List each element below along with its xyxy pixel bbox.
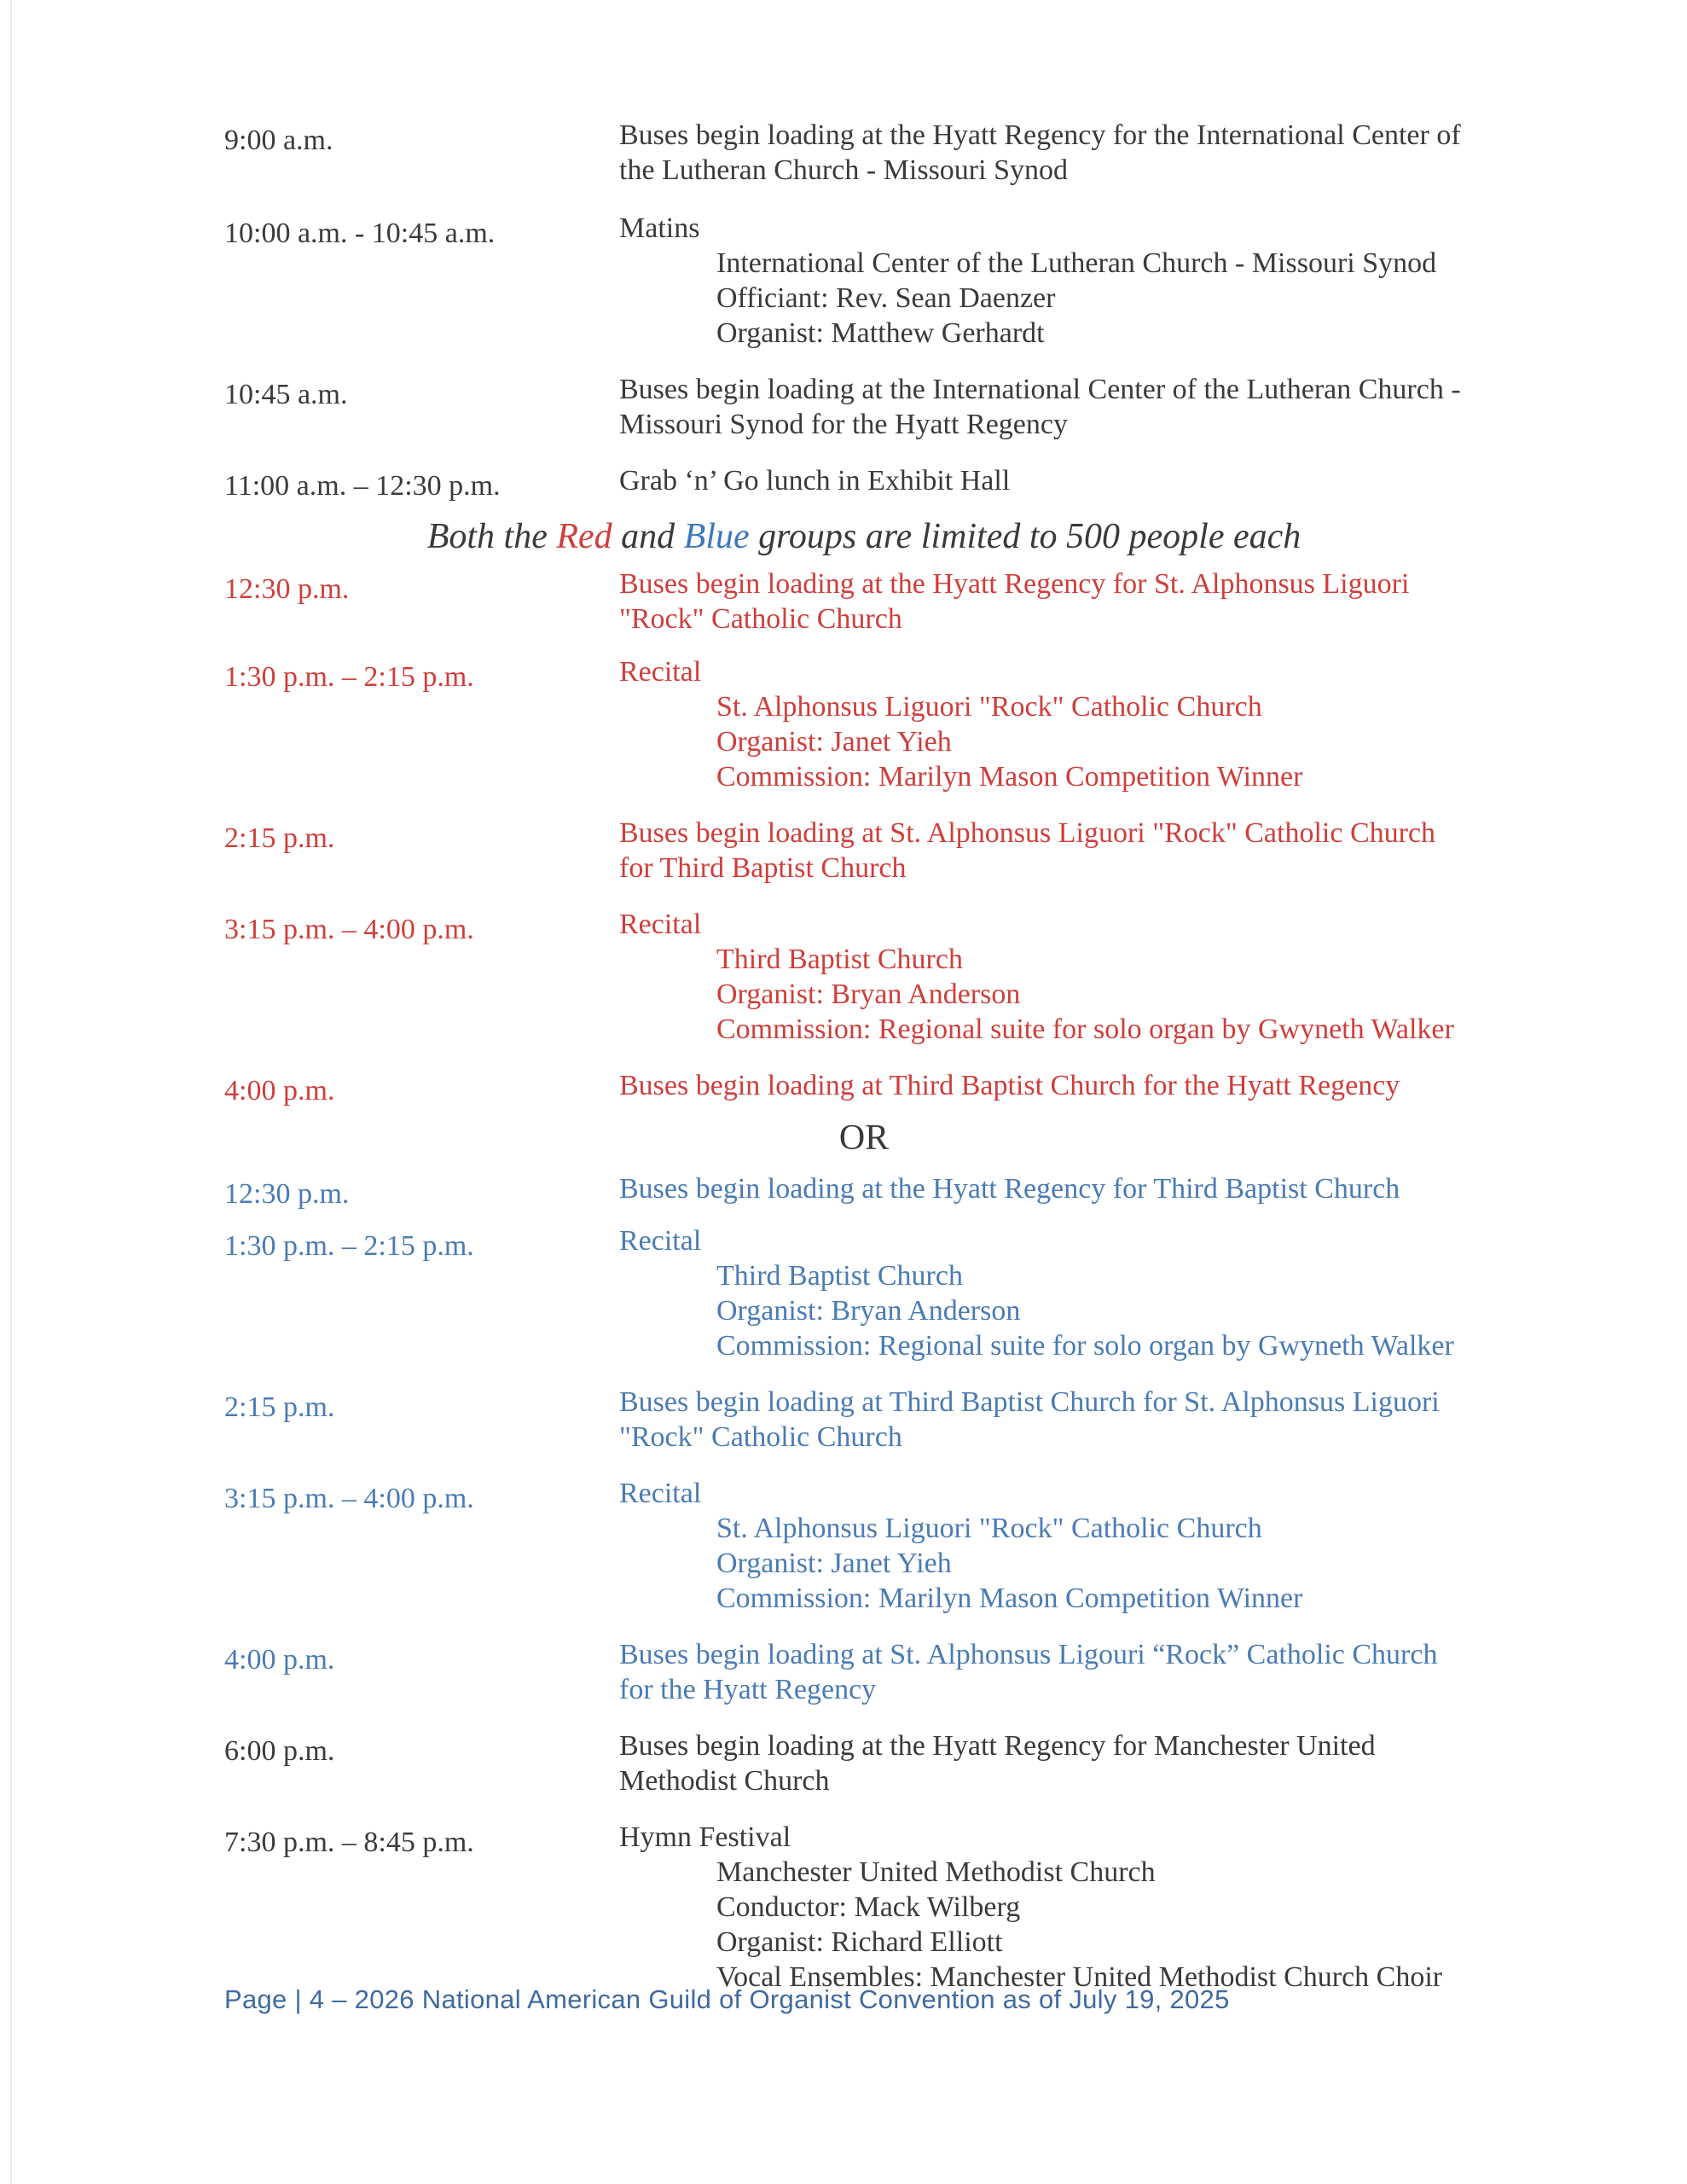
- event-description: [619, 1385, 1504, 1455]
- event-description: [619, 1476, 1504, 1616]
- event-time: 10:45 a.m.: [224, 379, 348, 410]
- schedule-row: [224, 211, 1504, 351]
- heading-text-post: groups are limited to 500 people each: [749, 517, 1301, 556]
- event-description-line: "Rock" Catholic Church: [619, 603, 902, 635]
- event-time: 2:15 p.m.: [224, 1391, 335, 1423]
- schedule-row: [224, 1385, 1504, 1455]
- event-description: [619, 1171, 1504, 1211]
- or-separator: OR: [838, 1118, 890, 1158]
- schedule-section-morning: [224, 118, 1504, 503]
- event-detail-line: Vocal Ensembles: Manchester United Methodist Church Choir: [716, 1961, 1443, 1993]
- schedule-row: [224, 907, 1504, 1047]
- event-description-line: Buses begin loading at St. Alphonsus Liguori "Rock" Catholic Church: [619, 817, 1436, 849]
- event-description: [619, 1820, 1504, 1995]
- event-detail-line: Organist: Janet Yieh: [716, 1548, 952, 1579]
- schedule-row: [224, 118, 1504, 188]
- event-description-line: "Rock" Catholic Church: [619, 1421, 902, 1453]
- event-description: [619, 463, 1504, 503]
- group-limit-heading: [224, 515, 1504, 558]
- event-description-line: Grab ‘n’ Go lunch in Exhibit Hall: [619, 465, 1011, 497]
- event-detail-line: Conductor: Mack Wilberg: [716, 1891, 1021, 1923]
- schedule-row: [224, 1637, 1504, 1707]
- event-description-line: Hymn Festival: [619, 1821, 791, 1853]
- event-detail-line: Manchester United Methodist Church: [716, 1856, 1156, 1888]
- event-time: 6:00 p.m.: [224, 1735, 335, 1767]
- event-description: [619, 118, 1504, 188]
- event-description: [619, 211, 1504, 351]
- schedule-page: [224, 118, 1504, 1995]
- event-detail-line: Organist: Matthew Gerhardt: [716, 317, 1045, 349]
- event-detail-line: Commission: Regional suite for solo organ by Gwyneth Walker: [716, 1014, 1454, 1045]
- event-description-line: Matins: [619, 212, 700, 244]
- event-description-line: Buses begin loading at St. Alphonsus Ligouri “Rock” Catholic Church: [619, 1639, 1438, 1670]
- heading-text-mid: and: [612, 517, 684, 556]
- schedule-row: [224, 1223, 1504, 1363]
- event-description-line: Buses begin loading at the Hyatt Regency for Manchester United: [619, 1730, 1376, 1762]
- event-detail-line: Third Baptist Church: [716, 944, 963, 975]
- event-time: 1:30 p.m. – 2:15 p.m.: [224, 661, 474, 693]
- schedule-row: [224, 654, 1504, 794]
- event-description-line: Buses begin loading at Third Baptist Church for St. Alphonsus Liguori: [619, 1386, 1440, 1418]
- event-description-line: Recital: [619, 909, 702, 940]
- event-description: [619, 1068, 1504, 1108]
- schedule-section-red-group: [224, 566, 1504, 1108]
- heading-red-word: Red: [556, 517, 612, 556]
- event-time: 3:15 p.m. – 4:00 p.m.: [224, 1483, 474, 1514]
- page-footer: Page | 4 – 2026 National American Guild of Organist Convention as of July 19, 2025: [224, 1984, 1230, 2014]
- schedule-row: [224, 1171, 1504, 1211]
- event-time: 4:00 p.m.: [224, 1075, 335, 1107]
- event-description-line: for Third Baptist Church: [619, 852, 907, 884]
- event-description: [619, 1223, 1504, 1363]
- event-description-line: Missouri Synod for the Hyatt Regency: [619, 409, 1068, 440]
- event-time: 9:00 a.m.: [224, 125, 333, 156]
- event-description-line: Buses begin loading at the Hyatt Regency for Third Baptist Church: [619, 1173, 1400, 1205]
- event-description: [619, 372, 1504, 442]
- event-detail-line: Organist: Richard Elliott: [716, 1926, 1003, 1958]
- event-detail-line: Third Baptist Church: [716, 1260, 963, 1292]
- event-time: 12:30 p.m.: [224, 573, 350, 605]
- schedule-row: [224, 1476, 1504, 1616]
- event-time: 10:00 a.m. - 10:45 a.m.: [224, 218, 496, 249]
- event-detail-line: Organist: Bryan Anderson: [716, 1295, 1021, 1327]
- event-description-line: for the Hyatt Regency: [619, 1674, 877, 1705]
- event-detail-line: Officiant: Rev. Sean Daenzer: [716, 282, 1056, 314]
- event-description-line: Buses begin loading at the Hyatt Regency for St. Alphonsus Liguori: [619, 568, 1410, 600]
- schedule-section-evening: [224, 1728, 1504, 1995]
- schedule-row: [224, 463, 1504, 503]
- event-time: 7:30 p.m. – 8:45 p.m.: [224, 1827, 474, 1858]
- event-detail-line: International Center of the Lutheran Church - Missouri Synod: [716, 247, 1437, 279]
- event-description-line: the Lutheran Church - Missouri Synod: [619, 154, 1068, 186]
- event-description: [619, 1728, 1504, 1798]
- event-time: 2:15 p.m.: [224, 822, 335, 854]
- event-description-line: Recital: [619, 1225, 702, 1257]
- event-time: 3:15 p.m. – 4:00 p.m.: [224, 914, 474, 945]
- schedule-row: [224, 372, 1504, 442]
- event-detail-line: Commission: Marilyn Mason Competition Winner: [716, 761, 1303, 793]
- event-description: [619, 1637, 1504, 1707]
- event-description-line: Buses begin loading at the International Center of the Lutheran Church -: [619, 374, 1461, 405]
- schedule-row: [224, 816, 1504, 886]
- schedule-row: [224, 566, 1504, 636]
- event-detail-line: Commission: Marilyn Mason Competition Winner: [716, 1583, 1303, 1614]
- event-description-line: Methodist Church: [619, 1765, 830, 1797]
- event-detail-line: Organist: Janet Yieh: [716, 726, 952, 758]
- heading-text-pre: Both the: [426, 517, 557, 556]
- event-description: [619, 566, 1504, 636]
- event-detail-line: Organist: Bryan Anderson: [716, 979, 1021, 1010]
- schedule-row: [224, 1728, 1504, 1798]
- event-time: 12:30 p.m.: [224, 1178, 350, 1210]
- event-detail-line: St. Alphonsus Liguori "Rock" Catholic Church: [716, 691, 1262, 723]
- event-time: 4:00 p.m.: [224, 1644, 335, 1676]
- heading-blue-word: Blue: [683, 517, 750, 556]
- page-edge: [10, 0, 12, 2184]
- event-time: 11:00 a.m. – 12:30 p.m.: [224, 470, 501, 502]
- event-description: [619, 816, 1504, 886]
- event-description-line: Recital: [619, 656, 702, 688]
- schedule-row: [224, 1068, 1504, 1108]
- event-description: [619, 654, 1504, 794]
- event-description-line: Recital: [619, 1478, 702, 1509]
- event-description-line: Buses begin loading at the Hyatt Regency for the International Center of: [619, 119, 1461, 151]
- event-detail-line: Commission: Regional suite for solo organ by Gwyneth Walker: [716, 1330, 1454, 1362]
- event-detail-line: St. Alphonsus Liguori "Rock" Catholic Church: [716, 1513, 1262, 1544]
- event-time: 1:30 p.m. – 2:15 p.m.: [224, 1230, 474, 1262]
- event-description-line: Buses begin loading at Third Baptist Church for the Hyatt Regency: [619, 1070, 1400, 1101]
- event-description: [619, 907, 1504, 1047]
- schedule-row: [224, 1820, 1504, 1995]
- schedule-section-blue-group: [224, 1171, 1504, 1707]
